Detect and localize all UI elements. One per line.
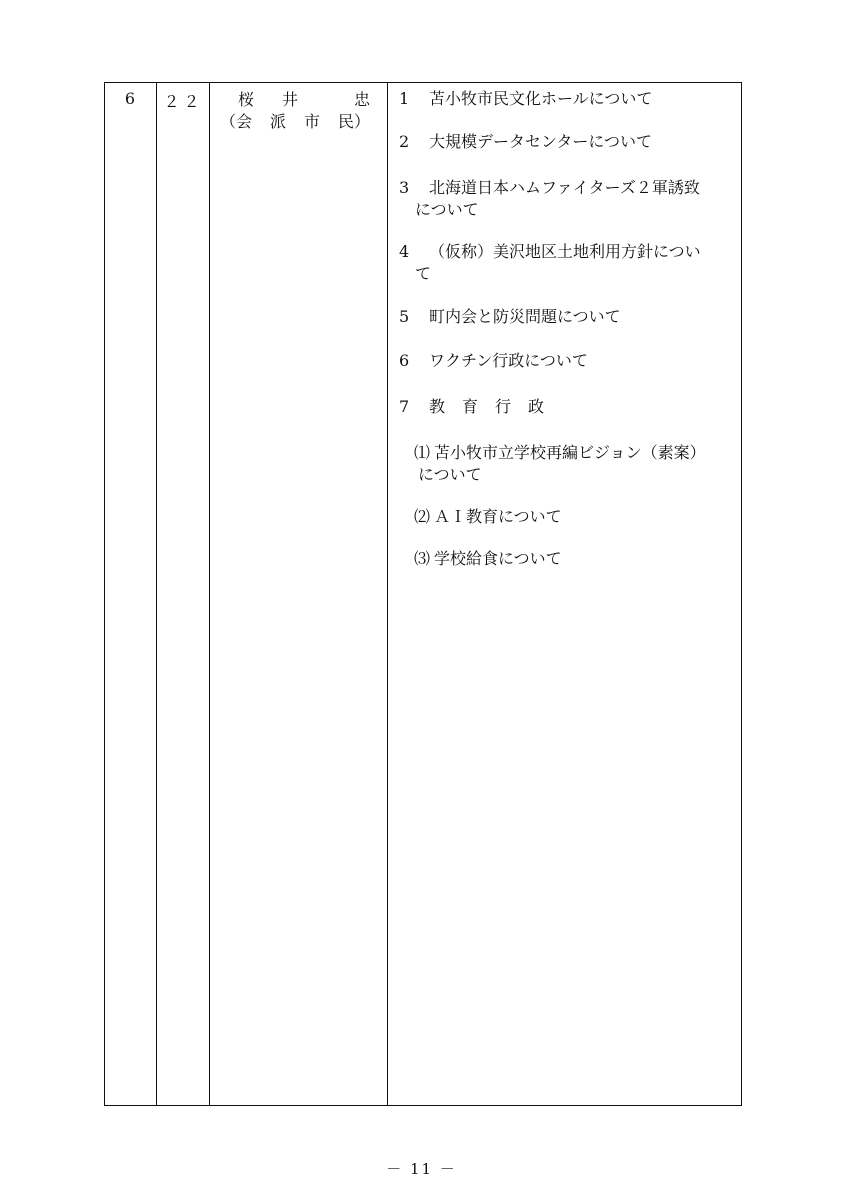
topic-item — [399, 396, 735, 418]
topic-item — [399, 350, 735, 372]
faction-name — [220, 111, 370, 133]
question-order: ２２ — [163, 92, 204, 111]
subtopic-item — [399, 506, 735, 528]
column-divider — [387, 82, 388, 1106]
faction-char: 民） — [337, 112, 370, 131]
topic-text: ワクチン行政について — [429, 351, 588, 370]
column-divider — [209, 82, 210, 1106]
subtopic-text: ＡＩ教育について — [434, 507, 562, 526]
subtopic-continuation: について — [418, 465, 482, 484]
subtopic-text: 学校給食について — [434, 549, 562, 568]
topic-text: 大規模データセンターについて — [429, 132, 653, 151]
topic-number: 4 — [399, 242, 410, 261]
questioner-cell — [220, 89, 370, 133]
topic-text: 教育行政 — [429, 397, 562, 416]
column-divider — [156, 82, 157, 1106]
topic-continuation: て — [415, 264, 432, 283]
topic-number: 1 — [399, 89, 410, 108]
subtopic-item — [399, 442, 735, 486]
topic-number: 5 — [399, 307, 410, 326]
topic-text: （仮称）美沢地区土地利用方針につい — [429, 242, 701, 261]
subtopic-number: ⑵ — [414, 507, 431, 526]
topic-number: 2 — [399, 132, 410, 151]
topic-item — [399, 88, 735, 110]
topic-item — [399, 131, 735, 153]
topic-item — [399, 241, 735, 285]
name-char: 井 — [281, 90, 298, 109]
subtopic-item — [399, 548, 735, 570]
faction-char: 市 — [303, 112, 320, 131]
topic-text: 町内会と防災問題について — [429, 307, 621, 326]
topic-number: 3 — [399, 178, 410, 197]
topic-text: 北海道日本ハムファイターズ２軍誘致 — [429, 178, 700, 197]
subtopic-number: ⑶ — [414, 549, 431, 568]
topic-item — [399, 306, 735, 328]
name-char: 桜 — [238, 90, 255, 109]
questioner-name — [230, 89, 370, 111]
topic-item — [399, 177, 735, 221]
topic-text: 苫小牧市民文化ホールについて — [429, 89, 653, 108]
name-char: 忠 — [353, 90, 370, 109]
topic-continuation: について — [415, 200, 479, 219]
faction-char: 派 — [269, 112, 286, 131]
question-table — [104, 82, 742, 1106]
question-number: 6 — [124, 89, 136, 108]
page-number: － 11 － — [386, 1160, 457, 1178]
topic-number: 7 — [399, 397, 410, 416]
subtopic-number: ⑴ — [414, 443, 431, 462]
topic-number: 6 — [399, 351, 410, 370]
faction-char: （会 — [220, 112, 253, 131]
subtopic-text: 苫小牧市立学校再編ビジョン（素案） — [434, 443, 706, 462]
